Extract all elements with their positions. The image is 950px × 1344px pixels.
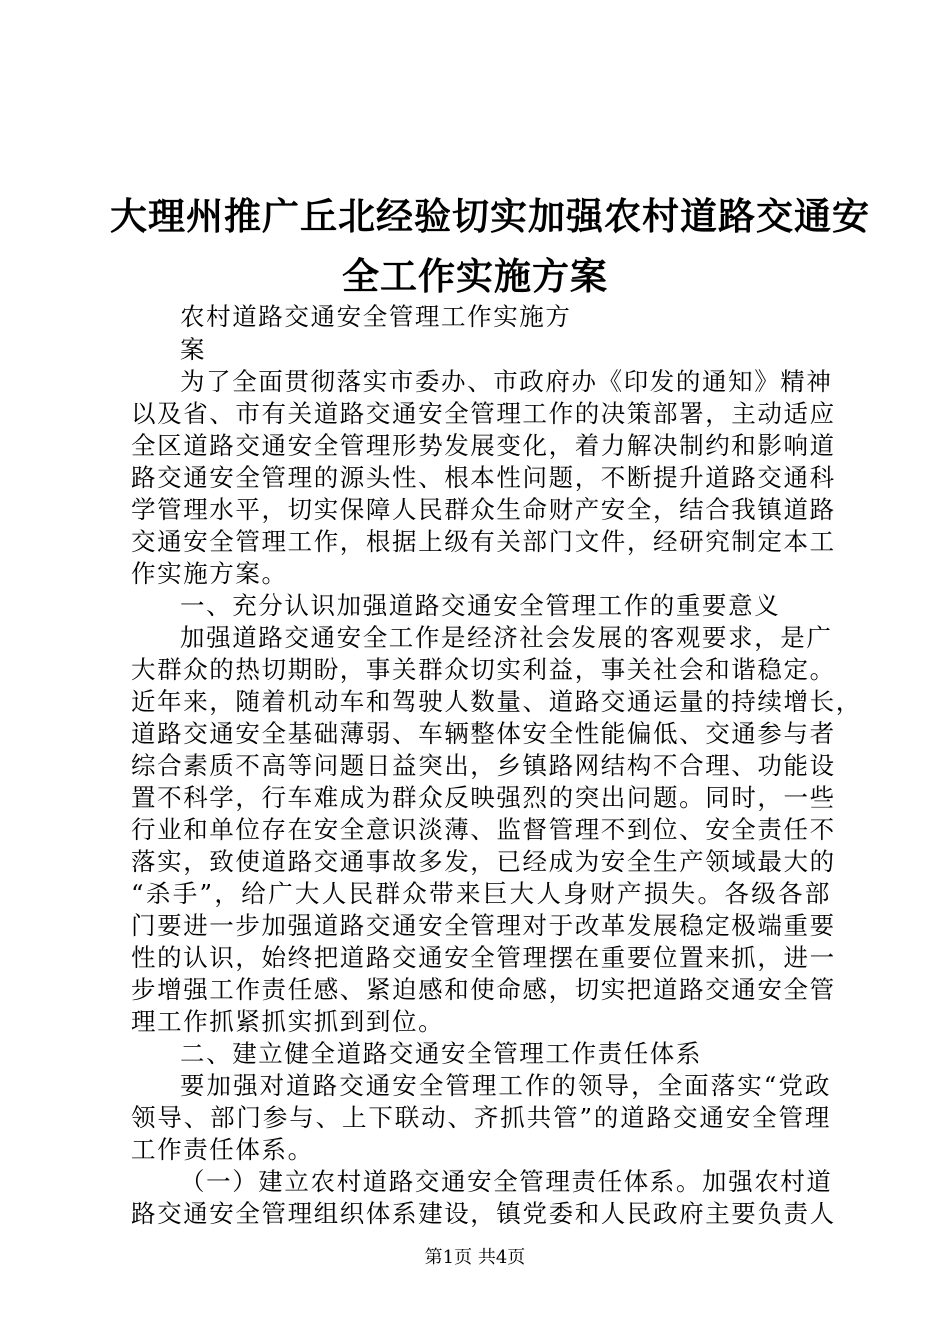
body-line: 理工作抓紧抓实抓到到位。	[131, 1007, 445, 1036]
body-line: 性的认识，始终把道路交通安全管理摆在重要位置来抓，进一	[131, 943, 836, 972]
body-line: 门要进一步加强道路交通安全管理对于改革发展稳定极端重要	[131, 911, 836, 940]
body-line: 路交通安全管理组织体系建设，镇党委和人民政府主要负责人	[131, 1199, 836, 1228]
body-line: 学管理水平，切实保障人民群众生命财产安全，结合我镇道路	[131, 495, 836, 524]
body-line: 近年来，随着机动车和驾驶人数量、道路交通运量的持续增长，	[131, 687, 862, 716]
section-heading: 一、充分认识加强道路交通安全管理工作的重要意义	[180, 591, 781, 620]
body-line: 道路交通安全基础薄弱、车辆整体安全性能偏低、交通参与者	[131, 719, 836, 748]
body-line: 工作责任体系。	[131, 1135, 314, 1164]
body-line: 领导、部门参与、上下联动、齐抓共管”的道路交通安全管理	[131, 1103, 831, 1132]
section-heading: 二、建立健全道路交通安全管理工作责任体系	[180, 1039, 702, 1068]
body-line: 步增强工作责任感、紧迫感和使命感，切实把道路交通安全管	[131, 975, 836, 1004]
body-line: 综合素质不高等问题日益突出，乡镇路网结构不合理、功能设	[131, 751, 836, 780]
body-line: （一）建立农村道路交通安全管理责任体系。加强农村道	[180, 1167, 833, 1196]
subtitle-line: 农村道路交通安全管理工作实施方	[180, 302, 572, 331]
body-line: 作实施方案。	[131, 559, 288, 588]
body-line: 路交通安全管理的源头性、根本性问题，不断提升道路交通科	[131, 463, 836, 492]
page-footer: 第1页 共4页	[424, 1247, 526, 1268]
body-line: 全区道路交通安全管理形势发展变化，着力解决制约和影响道	[131, 431, 836, 460]
body-line: 为了全面贯彻落实市委办、市政府办《印发的通知》精神	[180, 367, 833, 396]
body-line: 大群众的热切期盼，事关群众切实利益，事关社会和谐稳定。	[131, 655, 836, 684]
body-line: 交通安全管理工作，根据上级有关部门文件，经研究制定本工	[131, 527, 836, 556]
document-title-line-2: 全工作实施方案	[342, 255, 608, 298]
subtitle-line: 案	[180, 335, 207, 364]
body-line: 落实，致使道路交通事故多发，已经成为安全生产领域最大的	[131, 847, 836, 876]
body-line: 加强道路交通安全工作是经济社会发展的客观要求，是广	[180, 623, 833, 652]
body-line: 行业和单位存在安全意识淡薄、监督管理不到位、安全责任不	[131, 815, 836, 844]
body-line: “杀手”，给广大人民群众带来巨大人身财产损失。各级各部	[131, 879, 831, 908]
body-line: 以及省、市有关道路交通安全管理工作的决策部署，主动适应	[131, 399, 836, 428]
body-line: 要加强对道路交通安全管理工作的领导，全面落实“党政	[180, 1071, 831, 1100]
body-line: 置不科学，行车难成为群众反映强烈的突出问题。同时，一些	[131, 783, 836, 812]
document-title-line-1: 大理州推广丘北经验切实加强农村道路交通安	[110, 195, 870, 238]
